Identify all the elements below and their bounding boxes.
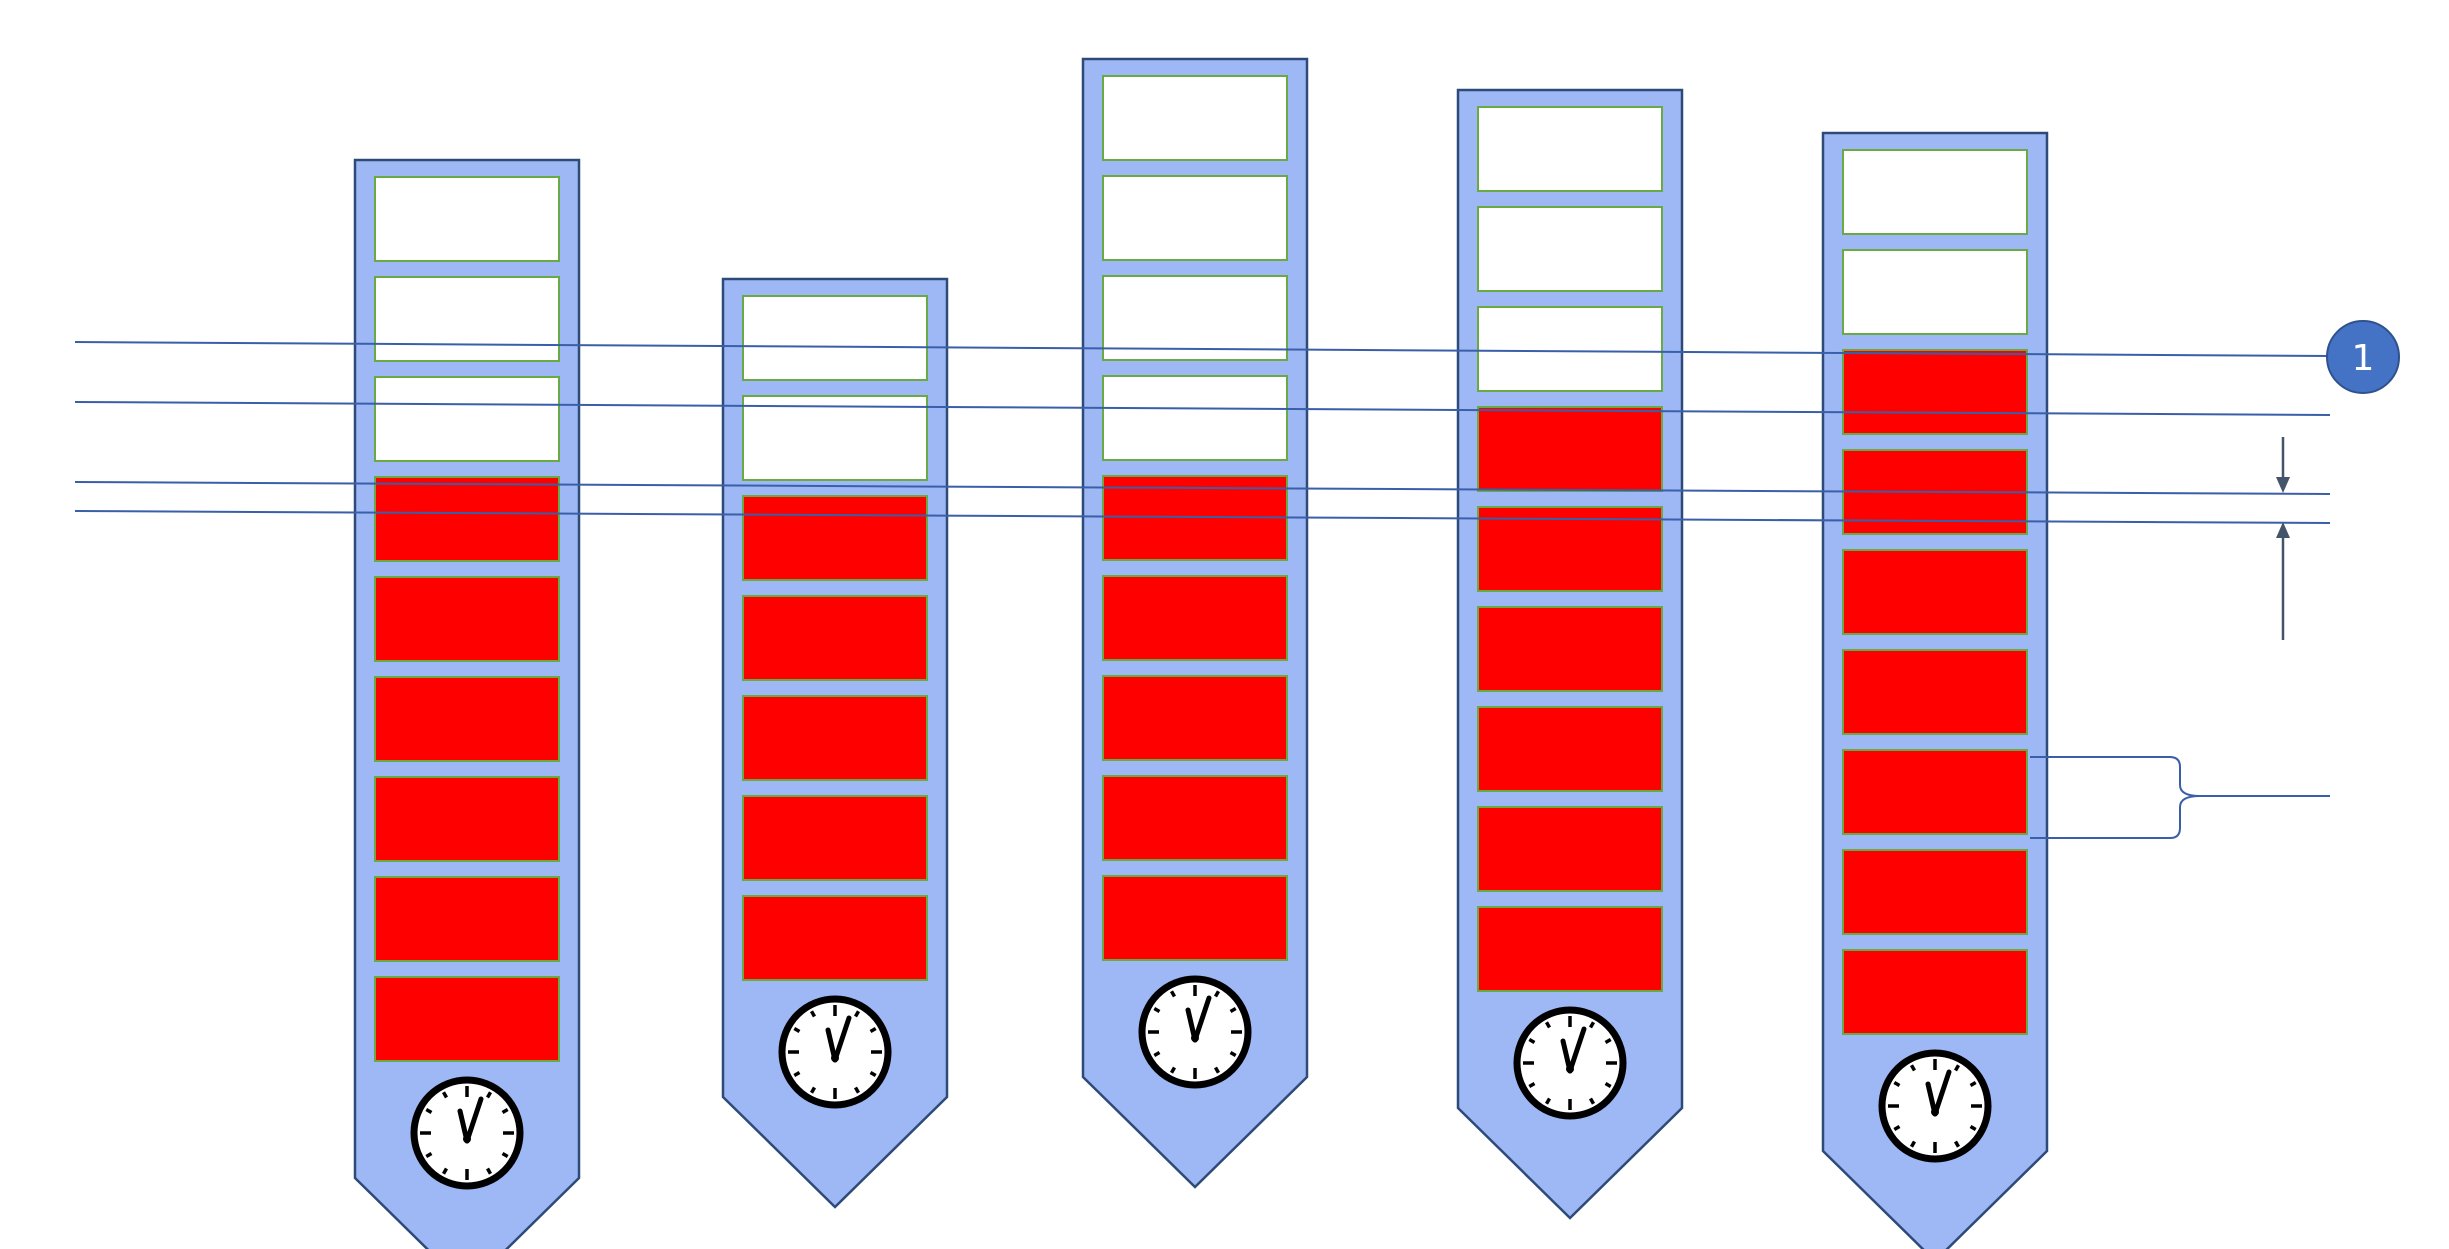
annotations [2030,321,2399,838]
empty-cell [1103,276,1287,360]
full-cell [1103,776,1287,860]
full-cell [743,896,927,980]
empty-cell [1843,150,2027,234]
full-cell [743,496,927,580]
clock-icon [1142,979,1248,1085]
full-cell [1103,576,1287,660]
clock-icon [414,1080,520,1186]
full-cell [375,877,559,961]
empty-cell [1478,107,1662,191]
empty-cell [1103,176,1287,260]
full-cell [1843,350,2027,434]
full-cell [1103,876,1287,960]
clock-icon [1517,1010,1623,1116]
empty-cell [375,277,559,361]
full-cell [743,796,927,880]
full-cell [743,696,927,780]
full-cell [1843,950,2027,1034]
column-1 [355,160,579,1249]
full-cell [1843,850,2027,934]
empty-cell [1478,307,1662,391]
down-arrow-icon [2276,437,2290,493]
clock-icon [1882,1053,1988,1159]
full-cell [375,777,559,861]
full-cell [743,596,927,680]
full-cell [1478,707,1662,791]
brace-icon [2030,757,2330,838]
full-cell [375,577,559,661]
empty-cell [1478,207,1662,291]
column-3 [1083,59,1307,1187]
full-cell [1478,607,1662,691]
full-cell [1843,550,2027,634]
full-cell [1478,907,1662,991]
step-badge [2327,321,2399,393]
empty-cell [375,177,559,261]
full-cell [1103,676,1287,760]
column-5 [1823,133,2047,1249]
full-cell [375,677,559,761]
column-2 [723,279,947,1207]
up-arrow-icon [2276,522,2290,640]
full-cell [375,477,559,561]
empty-cell [743,396,927,480]
step-badge-label: 1 [2351,338,2375,379]
empty-cell [375,377,559,461]
empty-cell [1103,76,1287,160]
columns-layer [355,59,2047,1249]
column-4 [1458,90,1682,1218]
empty-cell [743,296,927,380]
empty-cell [1103,376,1287,460]
full-cell [1843,750,2027,834]
clock-icon [782,999,888,1105]
full-cell [1478,807,1662,891]
empty-cell [1843,250,2027,334]
full-cell [1843,650,2027,734]
full-cell [375,977,559,1061]
full-cell [1478,407,1662,491]
